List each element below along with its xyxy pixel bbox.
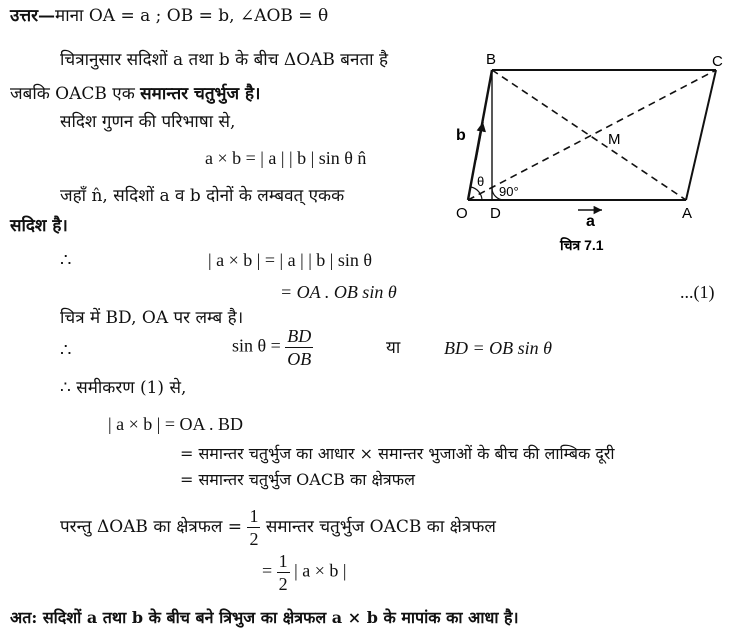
half-denominator-2: 2 — [278, 574, 288, 594]
side-ac — [686, 70, 716, 200]
intro-line — [10, 6, 328, 26]
para1-line2 — [10, 84, 260, 104]
intro-text: माना OA = a ; OB = b, ∠AOB = θ — [55, 6, 329, 26]
therefore-2: ∴ — [60, 340, 72, 360]
diagonal-oc — [468, 70, 716, 200]
eq2-fraction — [232, 325, 313, 370]
eq1-rhs: = OA . OB sin θ — [280, 282, 397, 302]
para6-line1-a: परन्तु ΔOAB का क्षेत्रफल = — [60, 517, 243, 537]
fraction-denominator: OB — [287, 349, 312, 369]
point-o-label: O — [456, 205, 468, 222]
figure-parallelogram — [450, 50, 730, 255]
eq2-lhs: sin θ = — [232, 335, 281, 356]
theta-label: θ — [477, 174, 485, 189]
para6-line2 — [262, 550, 347, 595]
vector-a-label: a — [586, 213, 595, 230]
para4-line1: चित्र में BD, OA पर लम्ब है। — [60, 308, 244, 328]
cross-product-definition: a × b = | a | | b | sin θ n̂ — [205, 148, 367, 168]
para1-line1: चित्रानुसार सदिशों a तथा b के बीच ΔOAB बनता है — [60, 50, 388, 70]
para5-line1: ∴ समीकरण (1) से, — [60, 378, 187, 398]
one-half-fraction-2 — [277, 550, 290, 595]
parallelogram-term: समान्तर चतुर्भुज है। — [140, 84, 261, 104]
half-denominator: 2 — [249, 529, 259, 549]
half-numerator-2: 1 — [278, 551, 288, 571]
bd-over-ob — [285, 325, 313, 370]
para2-line1: सदिश गुणन की परिभाषा से, — [60, 112, 236, 132]
vector-b-arrow — [476, 122, 483, 160]
point-m-label: M — [608, 131, 621, 148]
eq2-rhs: BD = OB sin θ — [444, 338, 552, 358]
para6-line1 — [60, 505, 496, 550]
para3-line2: सदिश है। — [10, 216, 68, 236]
para3-line1: जहाँ n̂, सदिशों a व b दोनों के लम्बवत् एकक — [60, 186, 345, 206]
para5-eq: | a × b | = OA . BD — [108, 414, 244, 434]
eq2-or: या — [386, 338, 401, 358]
vector-b-label: b — [456, 127, 466, 144]
point-c-label: C — [712, 53, 723, 70]
para5-line2: = समान्तर चतुर्भुज का आधार × समान्तर भुजाओं के बीच की लाम्बिक दूरी — [180, 444, 615, 463]
conclusion: अत: सदिशों a तथा b के बीच बने त्रिभुज का क्षेत्रफल a × b के मापांक का आधा है। — [10, 608, 519, 627]
eq1-lhs: | a × b | = | a | | b | sin θ — [208, 250, 373, 270]
para6-line2-abs: | a × b | — [294, 560, 347, 581]
right-angle-label: 90° — [499, 184, 519, 199]
answer-label: उत्तर— — [10, 6, 56, 26]
para1-line2-a: जबकि OACB एक — [10, 84, 141, 104]
diagonal-ba — [492, 70, 686, 200]
para5-line3: = समान्तर चतुर्भुज OACB का क्षेत्रफल — [180, 470, 415, 489]
para6-line2-eq: = — [262, 560, 273, 581]
half-numerator: 1 — [249, 506, 259, 526]
point-b-label: B — [486, 51, 497, 68]
point-d-label: D — [490, 205, 501, 222]
eq1-tag: ...(1) — [680, 282, 715, 302]
fraction-numerator: BD — [287, 326, 312, 346]
point-a-label: A — [682, 205, 693, 222]
therefore-1: ∴ — [60, 250, 72, 270]
one-half-fraction — [247, 505, 260, 550]
figure-caption: चित्र 7.1 — [560, 237, 604, 253]
para6-line1-b: समान्तर चतुर्भुज OACB का क्षेत्रफल — [265, 517, 496, 537]
